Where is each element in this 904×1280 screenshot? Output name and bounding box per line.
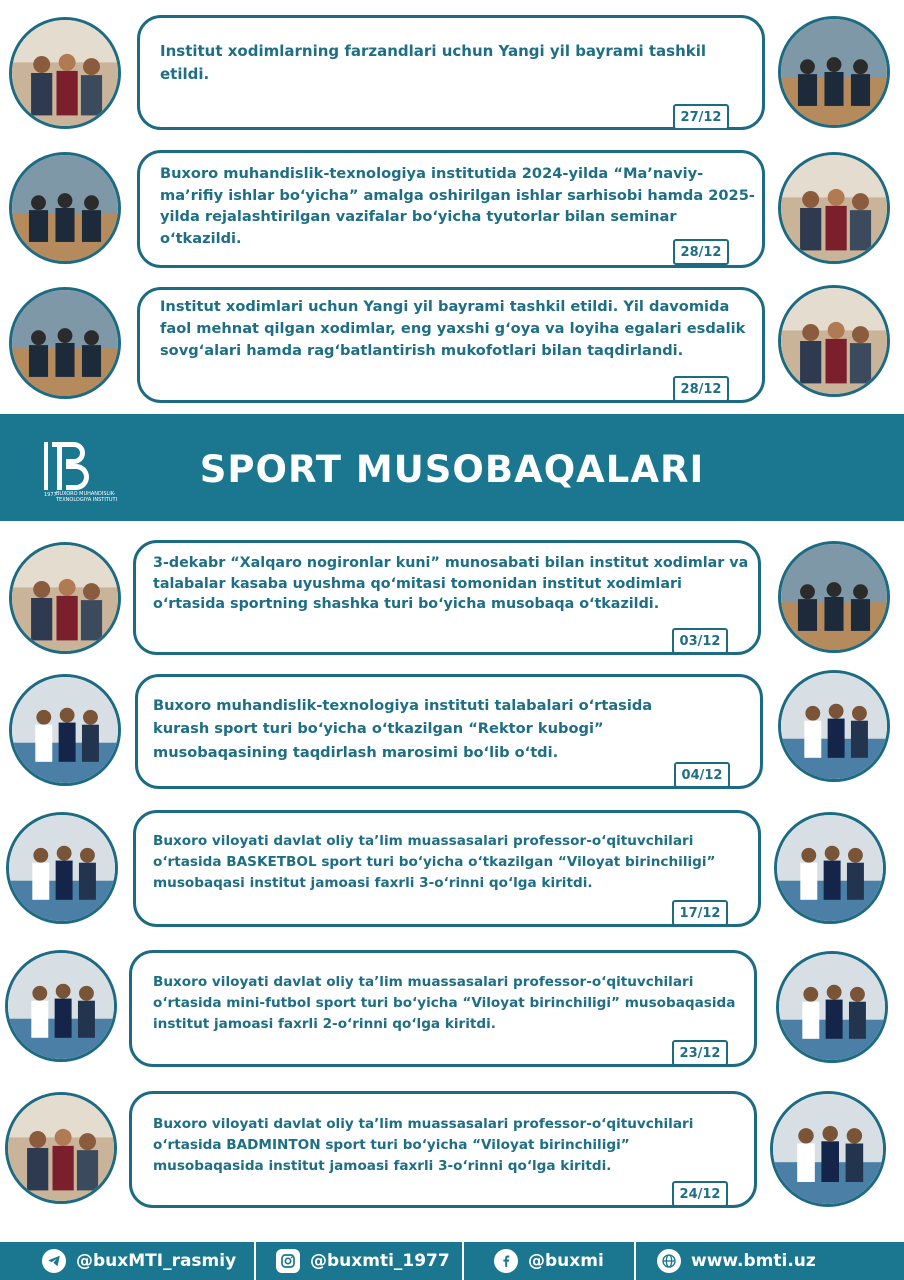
sport-photo-right (778, 541, 890, 653)
news-photo-right (778, 16, 890, 128)
sport-photo-left (9, 674, 121, 786)
sport-text: 3-dekabr “Xalqaro nogironlar kuni” munosabati bilan institut xodimlar va talabalar kasaba uyushma qo‘mitasi tomonidan institut xodimlari o‘rtasida sportning shashka turi bo‘yicha musobaqa o‘tkazildi. (153, 555, 749, 613)
sport-photo-left (6, 812, 118, 924)
telegram-icon (42, 1249, 66, 1273)
date-badge: 28/12 (673, 376, 729, 402)
sport-text: Buxoro muhandislik-texnologiya instituti talabalari o‘rtasida kurash sport turi bo‘yicha o‘tkazilgan “Rektor kubogi” musobaqasining taqdirlash marosimi bo‘lib o‘tdi. (153, 697, 653, 761)
news-photo-right (778, 152, 890, 264)
sport-card (135, 674, 763, 789)
date-badge: 03/12 (672, 628, 728, 654)
sport-text: Buxoro viloyati davlat oliy ta’lim muassasalari professor-o‘qituvchilari o‘rtasida BASKETBOL sport turi bo‘yicha o‘tkazilgan “Viloyat birinchiligi” musobaqasi institut jamoasi faxrli 3-o‘rinni qo‘lga kiritdi. (153, 833, 716, 892)
sport-card (129, 1091, 757, 1208)
telegram-link[interactable] (42, 1242, 236, 1280)
news-card (137, 287, 765, 403)
section-banner (0, 414, 904, 521)
news-photo-left (9, 152, 121, 264)
logo-caption: BUXORO MUHANDISLIK-TEXNOLOGIYA INSTITUTI (56, 491, 118, 503)
footer-divider (634, 1242, 636, 1280)
website-url: www.bmti.uz (691, 1251, 816, 1271)
footer-divider (462, 1242, 464, 1280)
date-badge: 24/12 (672, 1181, 728, 1207)
facebook-link[interactable] (494, 1242, 604, 1280)
footer-divider (254, 1242, 256, 1280)
news-text: Buxoro muhandislik-texnologiya institutida 2024-yilda “Ma’naviy-ma’rifiy ishlar bo‘yicha” amalga oshirilgan ishlar sarhisobi hamda 2025-yilda rejalashtirilgan vazifalar bo‘yicha tyutorlar bilan seminar o‘tkazildi. (160, 165, 755, 247)
instagram-link[interactable] (276, 1242, 450, 1280)
date-badge: 28/12 (673, 239, 729, 265)
sport-photo-left (5, 950, 117, 1062)
date-badge: 23/12 (672, 1040, 728, 1066)
sport-photo-right (776, 951, 888, 1063)
sport-text: Buxoro viloyati davlat oliy ta’lim muassasalari professor-o‘qituvchilari o‘rtasida mini-futbol sport turi bo‘yicha “Viloyat birinchiligi” musobaqasida institut jamoasi faxrli 2-o‘rinni qo‘lga kiritdi. (153, 974, 736, 1033)
sport-photo-left (9, 542, 121, 654)
facebook-icon (494, 1249, 518, 1273)
news-card (137, 150, 765, 268)
footer-bar (0, 1242, 904, 1280)
news-text: Institut xodimlari uchun Yangi yil bayrami tashkil etildi. Yil davomida faol mehnat qilgan xodimlar, eng yaxshi g‘oya va loyiha egalari esdalik sovg‘alari hamda rag‘batlantirish mukofotlari bilan taqdirlandi. (160, 298, 746, 359)
news-card (137, 15, 765, 130)
sport-card (129, 950, 757, 1067)
date-badge: 17/12 (672, 900, 728, 926)
news-photo-left (9, 17, 121, 129)
instagram-icon (276, 1249, 300, 1273)
sport-photo-right (770, 1091, 886, 1207)
sport-card (133, 540, 761, 655)
news-text: Institut xodimlarning farzandlari uchun Yangi yil bayrami tashkil etildi. (160, 42, 707, 83)
telegram-handle: @buxMTI_rasmiy (76, 1251, 237, 1271)
sport-card (133, 810, 761, 927)
date-badge: 27/12 (673, 104, 729, 130)
sport-photo-right (774, 812, 886, 924)
sport-text: Buxoro viloyati davlat oliy ta’lim muassasalari professor-o‘qituvchilari o‘rtasida BADMINTON sport turi bo‘yicha “Viloyat birinchiligi” musobaqasida institut jamoasi faxrli 3-o‘rinni qo‘lga kiritdi. (153, 1116, 694, 1175)
news-photo-right (778, 285, 890, 397)
website-link[interactable] (657, 1242, 816, 1280)
news-photo-left (9, 287, 121, 399)
sport-photo-left (5, 1092, 117, 1204)
sport-photo-right (778, 670, 890, 782)
section-title: SPORT MUSOBAQALARI (199, 448, 705, 491)
logo-year: 1977 (44, 492, 57, 498)
globe-icon (657, 1249, 681, 1273)
instagram-handle: @buxmti_1977 (310, 1251, 450, 1271)
facebook-handle: @buxmi (528, 1251, 604, 1271)
date-badge: 04/12 (674, 762, 730, 788)
